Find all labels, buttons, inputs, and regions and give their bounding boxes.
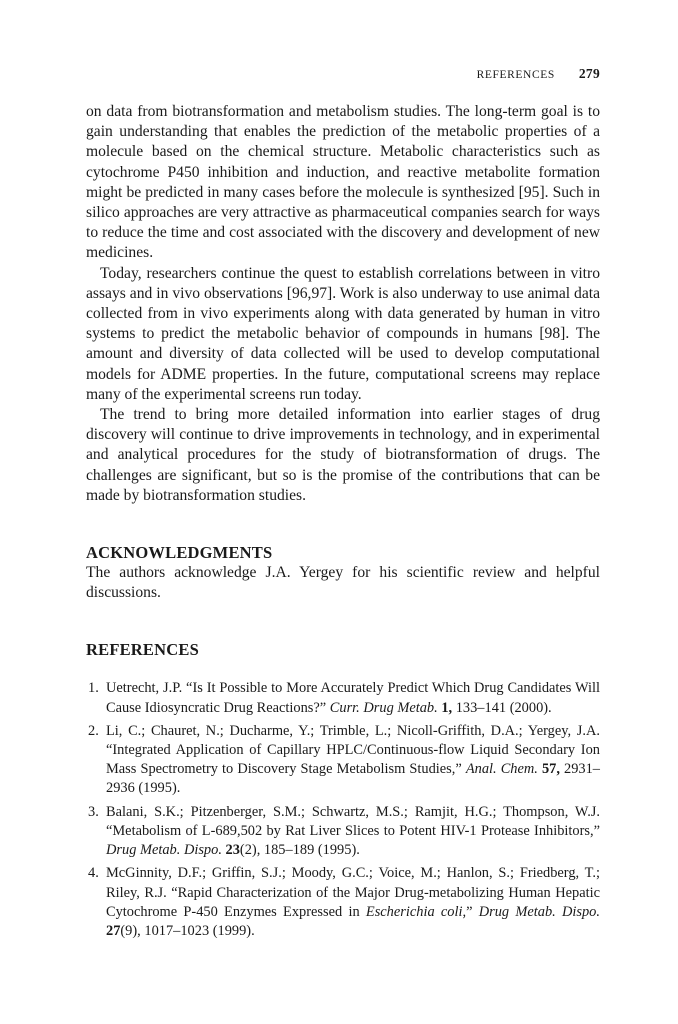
reference-item [86,864,600,941]
reference-journal: Drug Metab. Dispo. [106,842,222,859]
body-paragraph: Today, researchers continue the quest to establish correlations between in vitro assays and in vivo observations [96,97]. Work is also underway to use animal data collected from in vivo experiments along with data generated by human in vitro systems to predict the metabolic behavior of compounds in humans [98]. The amount and diversity of data collected will be used to develop computational models for ADME properties. In the future, computational screens may replace many of the experimental screens run today. [86,264,600,403]
body-paragraph: The trend to bring more detailed information into earlier stages of drug discovery will continue to drive improvements in technology, and in experimental and analytical procedures for the study of biotransformation of drugs. The challenges are significant, but so is the promise of the contributions that can be made by biotransformation studies. [86,406,600,504]
reference-pages: 1017–1023 (1999). [140,922,255,939]
reference-journal: Drug Metab. Dispo. [478,903,600,920]
reference-issue: (9), [120,922,141,939]
reference-list [86,679,600,941]
body-paragraph: on data from biotransformation and metabolism studies. The long-term goal is to gain understanding that enables the prediction of the metabolic properties of a molecule based on the chemical structure. Metabolic characteristics such as cytochrome P450 inhibition and induction, and reactive metabolite formation might be predicted in many cases before the molecule is synthesized [95]. Such in silico approaches are very attractive as pharmaceutical companies search for ways to reduce the time and cost associated with the discovery and development of new medicines. [86,103,600,262]
references-heading: REFERENCES [86,640,199,660]
reference-text: Li, C.; Chauret, N.; Ducharme, Y.; Trimble, L.; Nicoll-Griffith, D.A.; Yergey, J.A. “Integrated Application of Capillary HPLC/Continuous-flow Liquid Secondary Ion Mass Spectrometry to Discovery Stage Metabolism Studies,” [106,722,600,778]
reference-text: Balani, S.K.; Pitzenberger, S.M.; Schwartz, M.S.; Ramjit, H.G.; Thompson, W.J. “Metabolism of L-689,502 by Rat Liver Slices to Potent HIV-1 Protease Inhibitors,” [106,803,600,839]
reference-pages: 133–141 (2000). [452,699,552,716]
reference-volume: 27 [106,922,121,939]
reference-journal: Curr. Drug Metab. [329,699,438,716]
reference-number: 1. [88,680,99,697]
reference-volume: 1, [441,699,453,716]
page-body [86,102,600,945]
page-number: 279 [578,66,600,81]
running-head-label: REFERENCES [476,69,555,81]
reference-volume: 57, [541,761,560,778]
reference-volume: 23 [225,842,240,859]
reference-item [86,722,600,799]
reference-issue: (2), [239,842,261,859]
reference-text: Uetrecht, J.P. “Is It Possible to More Accurately Predict Which Drug Candidates Will Cause Idiosyncratic Drug Reactions?” [106,680,600,716]
reference-quote-close: ” [466,903,479,920]
reference-pages: 2931–2936 (1995). [106,761,601,797]
reference-number: 2. [88,722,99,739]
reference-number: 4. [88,865,99,882]
reference-text: McGinnity, D.F.; Griffin, S.J.; Moody, G.C.; Voice, M.; Hanlon, S.; Friedberg, T.; Riley, R.J. “Rapid Characterization of the Major Drug-metabolizing Human Hepatic Cytochrome P-450 Enzymes Expressed in [106,865,600,920]
acknowledgments-text: The authors acknowledge J.A. Yergey for his scientific review and helpful discussions. [86,564,600,602]
running-head [477,66,600,83]
acknowledgments-heading: ACKNOWLEDGMENTS [86,543,273,563]
reference-number: 3. [88,803,99,820]
reference-item [86,679,600,717]
reference-item [86,803,600,861]
reference-pages: 185–189 (1995). [260,842,360,859]
reference-species: Escherichia coli, [365,903,467,920]
reference-journal: Anal. Chem. [465,761,538,778]
